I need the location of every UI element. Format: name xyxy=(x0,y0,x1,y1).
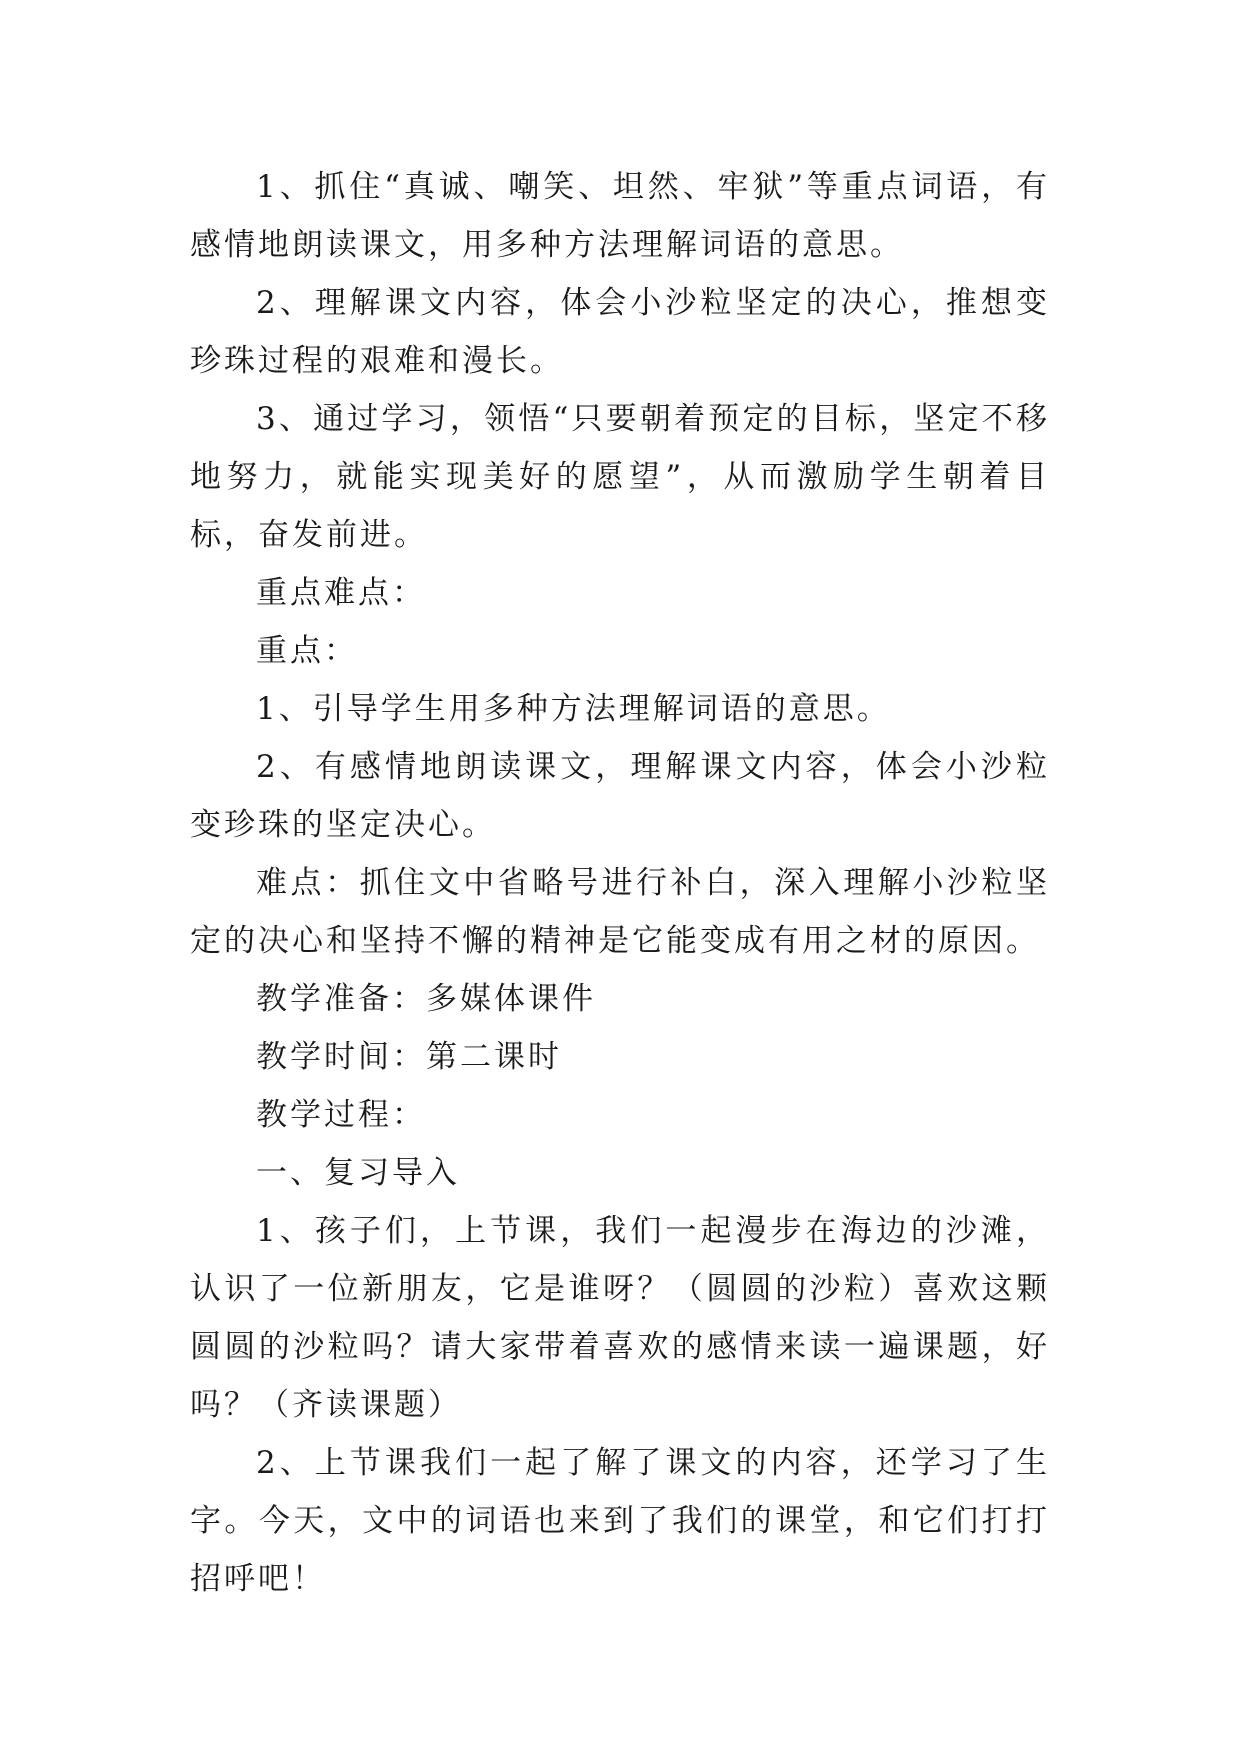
key-point-1-paragraph: 1、引导学生用多种方法理解词语的意思。 xyxy=(256,691,891,727)
difficult-point-paragraph: 难点：抓住文中省略号进行补白，深入理解小沙粒坚定的决心和坚持不懈的精神是它能变成有用之材的原因。 xyxy=(190,865,1050,959)
objective-3-paragraph: 3、通过学习，领悟“只要朝着预定的目标，坚定不移地努力，就能实现美好的愿望”，从而激励学生朝着目标，奋发前进。 xyxy=(190,401,1050,553)
key-difficult-points-heading: 重点难点： xyxy=(256,575,426,611)
teaching-time: 教学时间：第二课时 xyxy=(256,1039,562,1075)
document-body xyxy=(190,158,1050,1608)
teaching-preparation: 教学准备：多媒体课件 xyxy=(256,981,596,1017)
objective-1-paragraph: 1、抓住“真诚、嘲笑、坦然、牢狱”等重点词语，有感情地朗读课文，用多种方法理解词语的意思。 xyxy=(190,169,1050,263)
teaching-process-heading: 教学过程： xyxy=(256,1097,426,1133)
key-point-2-paragraph: 2、有感情地朗读课文，理解课文内容，体会小沙粒变珍珠的坚定决心。 xyxy=(190,749,1050,843)
key-points-heading: 重点： xyxy=(256,633,358,669)
review-intro-heading: 一、复习导入 xyxy=(256,1155,460,1191)
objective-2-paragraph: 2、理解课文内容，体会小沙粒坚定的决心，推想变珍珠过程的艰难和漫长。 xyxy=(190,285,1050,379)
review-step-2-paragraph: 2、上节课我们一起了解了课文的内容，还学习了生字。今天，文中的词语也来到了我们的课堂，和它们打打招呼吧！ xyxy=(190,1445,1050,1597)
review-step-1-paragraph: 1、孩子们，上节课，我们一起漫步在海边的沙滩，认识了一位新朋友，它是谁呀？（圆圆的沙粒）喜欢这颗圆圆的沙粒吗？请大家带着喜欢的感情来读一遍课题，好吗？（齐读课题） xyxy=(190,1213,1050,1423)
